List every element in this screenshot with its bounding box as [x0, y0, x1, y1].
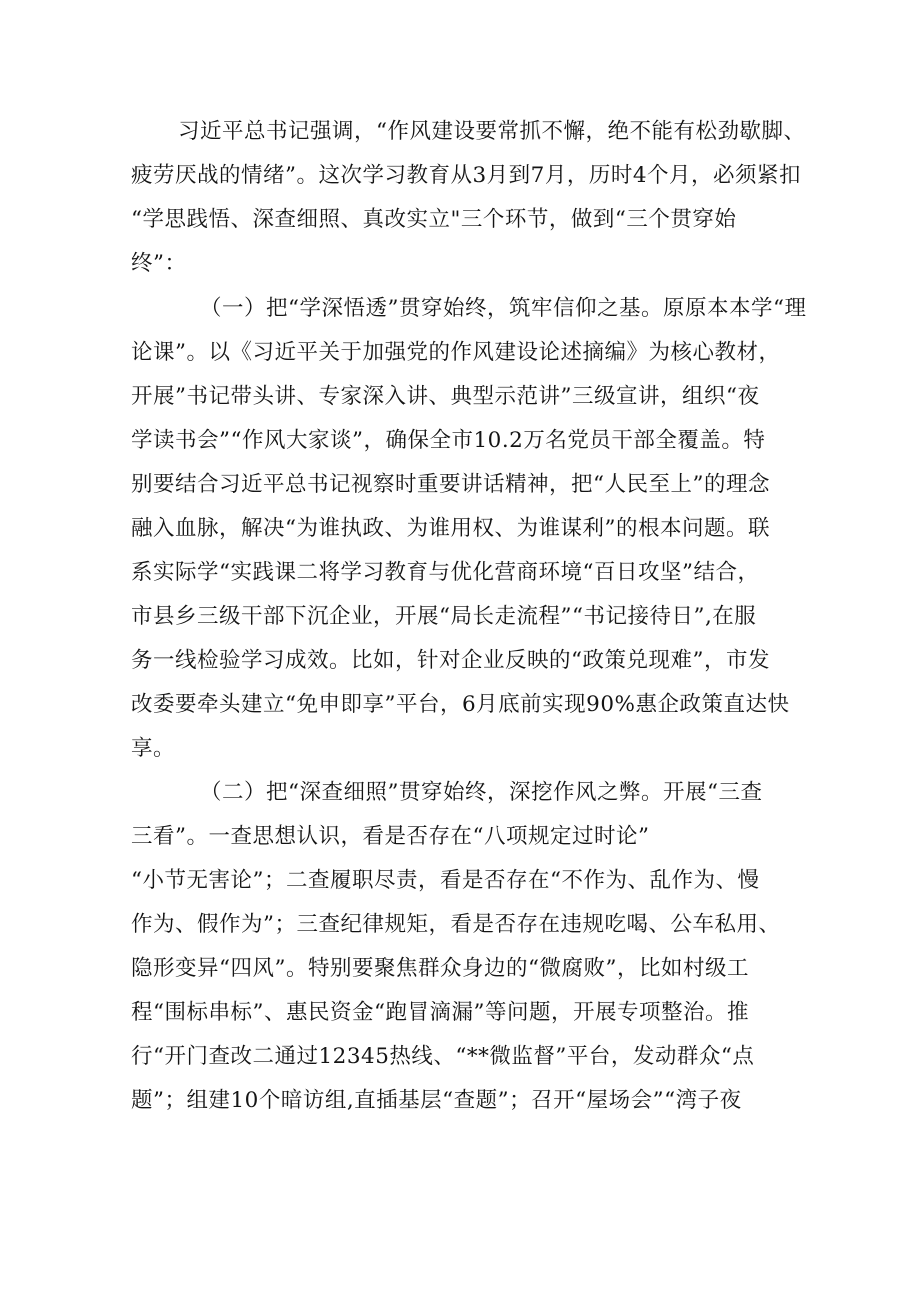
text-line: （一）把“学深悟透”贯穿始终，筑牢信仰之基。原原本本学“理 — [200, 296, 807, 321]
text-line: 终”： — [131, 251, 187, 276]
text-line: “学思践悟、深查细照、真改实立"三个环节，做到“三个贯穿始 — [131, 207, 737, 232]
text-line: 系实际学“实践课二将学习教育与优化营商环境“百日攻坚”结合， — [131, 560, 760, 585]
text-line: 别要结合习近平总书记视察时重要讲话精神，把“人民至上”的理念 — [131, 472, 770, 497]
text-line: 享。 — [131, 736, 176, 761]
text-line: 开展”书记带头讲、专家深入讲、典型示范讲”三级宣讲，组织“夜 — [131, 384, 760, 409]
text-line: 行“开门查改二通过12345热线、“**微监督”平台，发动群众“点 — [131, 1044, 755, 1069]
text-line: “小节无害论”；二查履职尽责，看是否存在“不作为、乱作为、慢 — [131, 868, 760, 893]
text-line: 市县乡三级干部下沉企业，开展“局长走流程”“书记接待日”,在服 — [131, 604, 757, 629]
text-line: 改委要牵头建立“免申即享”平台，6月底前实现90%惠企政策直达快 — [131, 692, 790, 717]
text-line: （二）把“深查细照”贯穿始终，深挖作风之弊。开展“三查 — [200, 780, 763, 805]
text-line: 疲劳厌战的情绪”。这次学习教育从3月到7月，历时4个月，必须紧扣 — [131, 163, 802, 188]
text-line: 隐形变异“四风”。特别要聚焦群众身边的“微腐败”，比如村级工 — [131, 956, 749, 981]
text-line: 程“围标串标”、惠民资金“跑冒滴漏”等问题，开展专项整治。推 — [131, 1000, 749, 1025]
text-line: 习近平总书记强调，“作风建设要常抓不懈，绝不能有松劲歇脚、 — [178, 119, 806, 144]
text-line: 三看”。一查思想认识，看是否存在“八项规定过时论” — [131, 824, 650, 849]
text-line: 论课”。以《习近平关于加强党的作风建设论述摘编》为核心教材， — [131, 340, 781, 365]
text-line: 学读书会”“作风大家谈”，确保全市10.2万名党员干部全覆盖。特 — [131, 428, 766, 453]
text-line: 作为、假作为”；三查纪律规矩，看是否存在违规吃喝、公车私用、 — [131, 912, 781, 937]
text-line: 融入血脉，解决“为谁执政、为谁用权、为谁谋利”的根本问题。联 — [131, 516, 770, 541]
text-line: 题”；组建10个暗访组,直插基层“查题”；召开“屋场会”“湾子夜 — [131, 1088, 742, 1113]
text-line: 务一线检验学习成效。比如，针对企业反映的“政策兑现难”，市发 — [131, 648, 770, 673]
